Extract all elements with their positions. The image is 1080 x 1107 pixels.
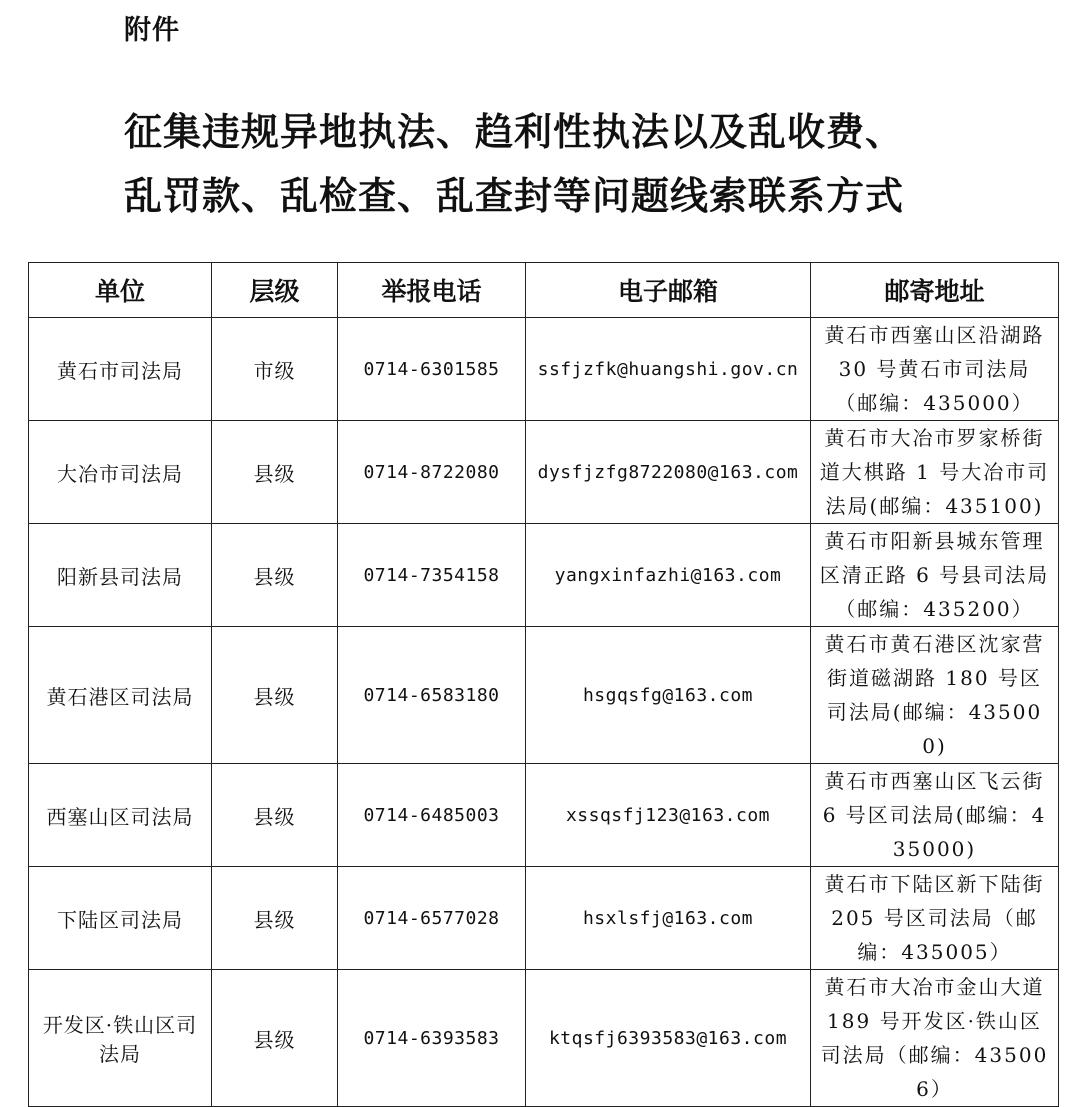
table-row <box>29 764 1059 867</box>
table-row <box>29 421 1059 524</box>
cell-address: 黄石市西塞山区飞云街 6 号区司法局(邮编：435000) <box>811 764 1059 867</box>
contact-table <box>28 262 1059 1107</box>
document-title <box>124 100 1024 228</box>
cell-unit: 阳新县司法局 <box>29 524 212 627</box>
cell-phone: 0714-7354158 <box>338 524 526 627</box>
cell-phone: 0714-6485003 <box>338 764 526 867</box>
table-row <box>29 970 1059 1107</box>
cell-level: 县级 <box>212 867 338 970</box>
cell-email: hsgqsfg@163.com <box>526 627 811 764</box>
cell-level: 县级 <box>212 764 338 867</box>
cell-email: hsxlsfj@163.com <box>526 867 811 970</box>
header-address: 邮寄地址 <box>811 263 1059 318</box>
header-email: 电子邮箱 <box>526 263 811 318</box>
table-row <box>29 867 1059 970</box>
cell-address: 黄石市黄石港区沈家营街道磁湖路 180 号区司法局(邮编：435000) <box>811 627 1059 764</box>
cell-level: 县级 <box>212 421 338 524</box>
cell-unit: 开发区·铁山区司法局 <box>29 970 212 1107</box>
title-line-2: 乱罚款、乱检查、乱查封等问题线索联系方式 <box>124 173 905 218</box>
cell-level: 县级 <box>212 627 338 764</box>
header-unit: 单位 <box>29 263 212 318</box>
cell-level: 市级 <box>212 318 338 421</box>
cell-email: ktqsfj6393583@163.com <box>526 970 811 1107</box>
cell-unit: 大冶市司法局 <box>29 421 212 524</box>
table-header-row <box>29 263 1059 318</box>
cell-address: 黄石市西塞山区沿湖路 30 号黄石市司法局（邮编：435000） <box>811 318 1059 421</box>
cell-level: 县级 <box>212 970 338 1107</box>
table-row <box>29 318 1059 421</box>
cell-email: xssqsfj123@163.com <box>526 764 811 867</box>
cell-email: ssfjzfk@huangshi.gov.cn <box>526 318 811 421</box>
cell-unit: 黄石市司法局 <box>29 318 212 421</box>
table-row <box>29 627 1059 764</box>
title-line-1: 征集违规异地执法、趋利性执法以及乱收费、 <box>124 109 905 154</box>
cell-level: 县级 <box>212 524 338 627</box>
table-row <box>29 524 1059 627</box>
cell-address: 黄石市下陆区新下陆街 205 号区司法局（邮编：435005） <box>811 867 1059 970</box>
cell-email: yangxinfazhi@163.com <box>526 524 811 627</box>
header-phone: 举报电话 <box>338 263 526 318</box>
cell-phone: 0714-6583180 <box>338 627 526 764</box>
cell-unit: 西塞山区司法局 <box>29 764 212 867</box>
cell-address: 黄石市阳新县城东管理区清正路 6 号县司法局（邮编：435200） <box>811 524 1059 627</box>
header-level: 层级 <box>212 263 338 318</box>
cell-phone: 0714-6393583 <box>338 970 526 1107</box>
cell-unit: 下陆区司法局 <box>29 867 212 970</box>
cell-phone: 0714-6577028 <box>338 867 526 970</box>
cell-unit: 黄石港区司法局 <box>29 627 212 764</box>
attachment-label: 附件 <box>124 15 180 46</box>
cell-phone: 0714-8722080 <box>338 421 526 524</box>
cell-address: 黄石市大冶市罗家桥街道大棋路 1 号大冶市司法局(邮编：435100) <box>811 421 1059 524</box>
cell-email: dysfjzfg8722080@163.com <box>526 421 811 524</box>
cell-address: 黄石市大冶市金山大道 189 号开发区·铁山区司法局（邮编：435006） <box>811 970 1059 1107</box>
cell-phone: 0714-6301585 <box>338 318 526 421</box>
